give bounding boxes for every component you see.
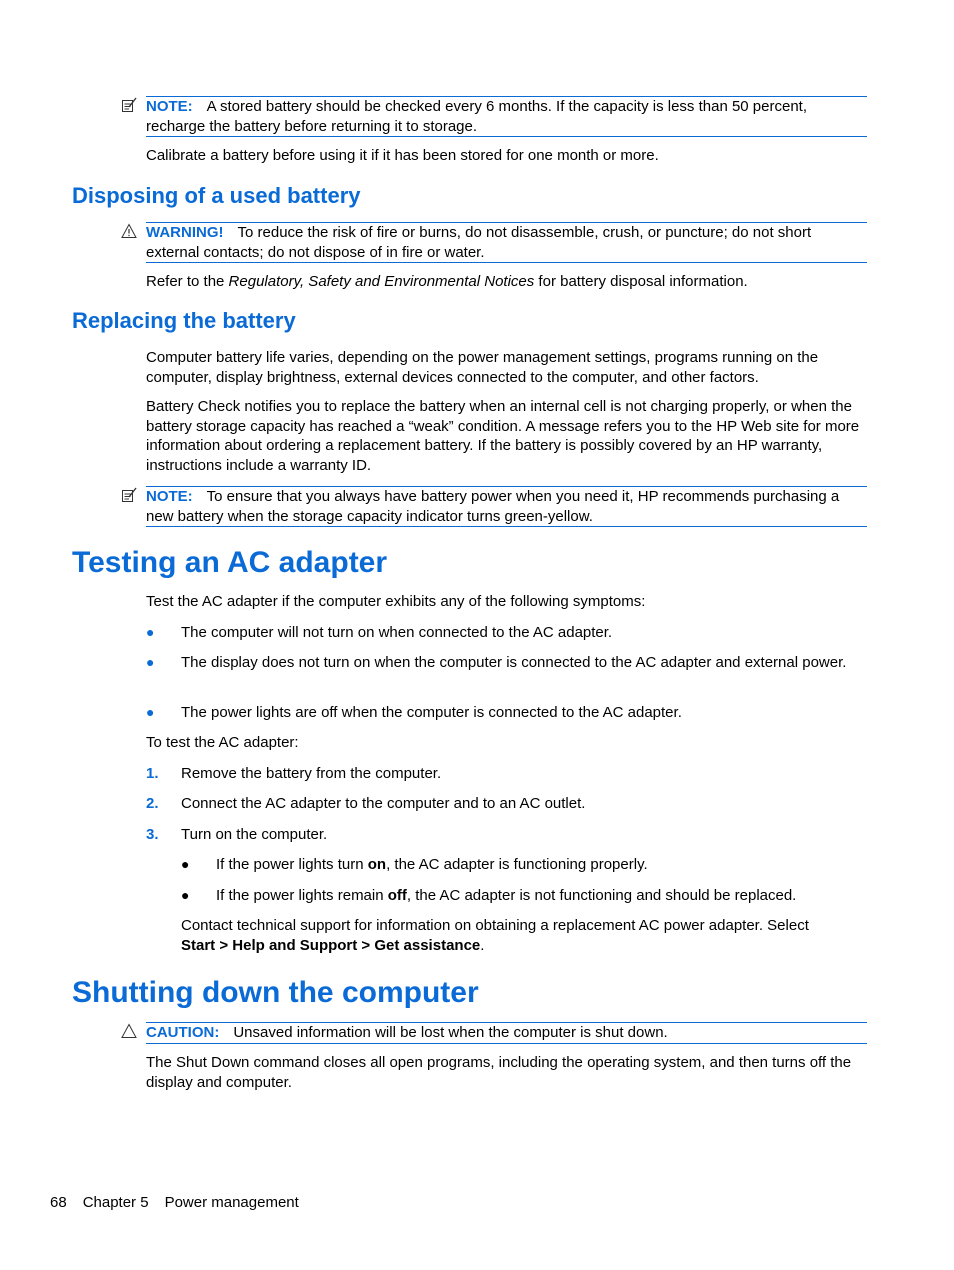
caution-icon [121, 1023, 137, 1039]
bullet-icon: ● [146, 654, 155, 670]
chapter-title: Power management [164, 1194, 299, 1211]
caution-callout [146, 1022, 867, 1044]
step-number: 1. [146, 765, 159, 782]
shutdown-paragraph: The Shut Down command closes all open programs, including the operating system, and then turns off the display and computer. [146, 1054, 852, 1091]
sub-list-item [216, 855, 867, 875]
sub-bullet-icon: ● [181, 887, 190, 903]
bullet-icon: ● [146, 704, 155, 720]
page-footer [50, 1193, 315, 1213]
battery-check-paragraph: Battery Check notifies you to replace the battery when an internal cell is not charging properly, or when the battery storage capacity has reached a “weak” condition. A message refers you to the HP Web site for more information about ordering a replacement battery. If the battery is possibly covered by an HP warranty, instructions include a warranty ID. [146, 398, 860, 474]
battery-life-paragraph: Computer battery life varies, depending on the power management settings, programs running on the computer, display brightness, external devices connected to the computer, and other factors. [146, 349, 819, 386]
to-test-label: To test the AC adapter: [146, 734, 299, 751]
calibrate-paragraph: Calibrate a battery before using it if it has been stored for one month or more. [146, 147, 659, 164]
chapter-number: Chapter 5 [82, 1194, 149, 1211]
contact-text: Contact technical support for information on obtaining a replacement AC power adapter. Select [181, 917, 809, 934]
section-heading-shutting: Shutting down the computer [72, 976, 479, 1009]
bullet-icon: ● [146, 624, 155, 640]
note-callout [146, 96, 867, 137]
sub-item-bold: off [387, 887, 407, 904]
section-heading-replacing: Replacing the battery [72, 308, 296, 333]
contact-end: . [480, 936, 485, 954]
disposal-refer-paragraph [146, 272, 867, 292]
list-item: The power lights are off when the computer is connected to the AC adapter. [181, 704, 682, 721]
page-number: 68 [50, 1194, 67, 1211]
step-number: 3. [146, 826, 159, 843]
note-label: NOTE: [146, 98, 193, 115]
list-item: The computer will not turn on when connected to the AC adapter. [181, 624, 613, 641]
caution-text: Unsaved information will be lost when the computer is shut down. [233, 1024, 668, 1041]
warning-text: To reduce the risk of fire or burns, do not disassemble, crush, or puncture; do not short external contacts; do not dispose of in fire or water. [146, 224, 812, 261]
sub-list-item [216, 886, 867, 906]
caution-label: CAUTION: [146, 1024, 220, 1041]
sub-item-suffix: , the AC adapter is functioning properly. [386, 856, 648, 873]
section-heading-testing: Testing an AC adapter [72, 546, 388, 579]
refer-prefix: Refer to the [146, 273, 229, 290]
regulatory-notices-title: Regulatory, Safety and Environmental Notices [228, 273, 535, 290]
sub-item-bold: on [367, 856, 387, 873]
warning-callout [146, 222, 867, 263]
list-item: The display does not turn on when the computer is connected to the AC adapter and external power. [181, 654, 847, 671]
contact-support-paragraph [181, 916, 867, 955]
note-text: A stored battery should be checked every 6 months. If the capacity is less than 50 percent, recharge the battery before returning it to storage. [146, 98, 808, 135]
section-heading-disposing: Disposing of a used battery [72, 183, 361, 208]
sub-item-prefix: If the power lights remain [216, 887, 388, 904]
note-callout [146, 486, 867, 527]
step-text: Connect the AC adapter to the computer and to an AC outlet. [181, 795, 586, 812]
note-icon [121, 487, 137, 503]
note-icon [121, 97, 137, 113]
warning-label: WARNING! [146, 224, 224, 241]
menu-path: Start > Help and Support > Get assistance [181, 936, 481, 954]
note-text: To ensure that you always have battery power when you need it, HP recommends purchasing a new battery when the storage capacity indicator turns green-yellow. [146, 488, 840, 525]
sub-bullet-icon: ● [181, 856, 190, 872]
note-label: NOTE: [146, 488, 193, 505]
warning-icon [121, 223, 137, 239]
testing-intro: Test the AC adapter if the computer exhibits any of the following symptoms: [146, 593, 646, 610]
refer-suffix: for battery disposal information. [534, 273, 748, 290]
sub-item-suffix: , the AC adapter is not functioning and should be replaced. [406, 887, 797, 904]
step-number: 2. [146, 795, 159, 812]
sub-item-prefix: If the power lights turn [216, 856, 368, 873]
step-text: Remove the battery from the computer. [181, 765, 442, 782]
step-text: Turn on the computer. [181, 826, 328, 843]
